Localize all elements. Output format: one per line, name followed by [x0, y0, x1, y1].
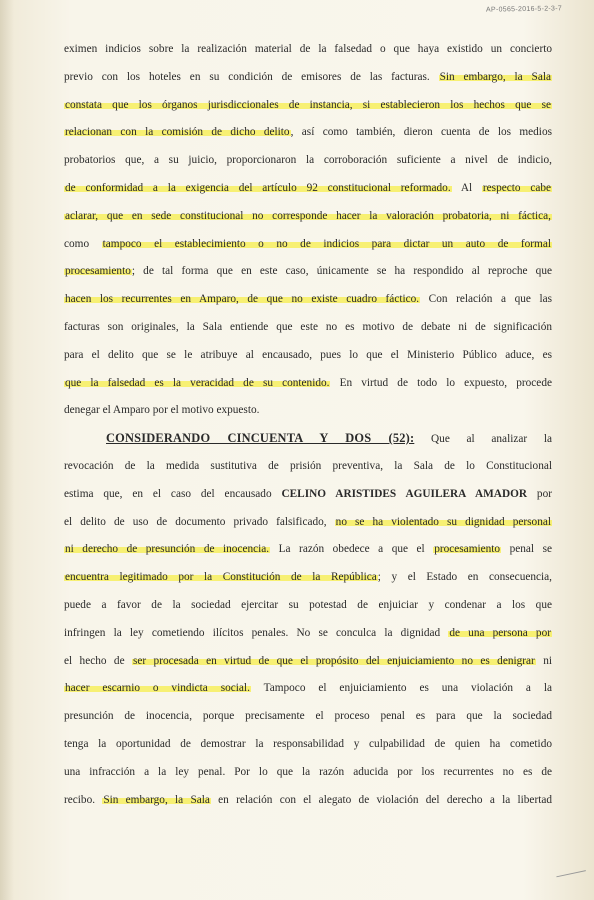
corner-stamp-mark — [556, 870, 589, 895]
text-line: el hecho de ser procesada en virtud de que el propósito del enjuiciamiento no es denigrar ni — [64, 654, 552, 667]
text-line: el delito de uso de documento privado falsificado, no se ha violentado su dignidad personal — [64, 515, 551, 528]
text-line: denegar el Amparo por el motivo expuesto. — [64, 404, 260, 417]
text-line: probatorios que, a su juicio, proporcionaron la corroboración suficiente a nivel de indicio, — [64, 154, 552, 167]
text-line: tenga la oportunidad de demostrar la responsabilidad y culpabilidad de quien ha cometido — [64, 737, 552, 750]
text-line: hacer escarnio o vindicta social. Tampoco el enjuiciamiento es una violación a la — [65, 682, 552, 695]
text-line: encuentra legitimado por la Constitución de la República; y el Estado en consecuencia, — [65, 571, 552, 584]
text-line: de conformidad a la exigencia del artículo 92 constitucional reformado. Al respecto cabe — [65, 181, 552, 194]
accused-name: CELINO ARISTIDES AGUILERA AMADOR — [281, 487, 528, 500]
heading-continuation: Que al analizar la — [414, 433, 552, 446]
page-edge-shadow — [0, 0, 14, 900]
considerando-heading: CONSIDERANDO CINCUENTA Y DOS (52): — [106, 431, 415, 446]
text-line: ni derecho de presunción de inocencia. La razón obedece a que el procesamiento penal se — [65, 543, 552, 556]
text-line: aclarar, que en sede constitucional no corresponde hacer la valoración probatoria, ni fáctica, — [65, 209, 551, 222]
text-line: eximen indicios sobre la realización material de la falsedad o que haya existido un concierto — [64, 43, 552, 55]
text-line: una infracción a la ley penal. Por lo que la razón aducida por los recurrentes no es de — [64, 765, 552, 778]
text-line: como tampoco el establecimiento o no de indicios para dictar un auto de formal — [64, 237, 551, 250]
text-line: infringen la ley cometiendo ilícitos penales. No se conculca la dignidad de una persona por — [64, 626, 551, 639]
text-line: previo con los hoteles en su condición de emisores de las facturas. Sin embargo, la Sala — [64, 70, 552, 83]
text-line: procesamiento; de tal forma que en este caso, únicamente se ha respondido al reproche que — [65, 265, 552, 278]
text-line-with-name — [64, 481, 552, 509]
text-line: presunción de inocencia, porque precisamente el proceso penal es para que la sociedad — [64, 710, 552, 723]
text-line: hacen los recurrentes en Amparo, de que no existe cuadro fáctico. Con relación a que las — [65, 293, 552, 306]
text-fragment: estima que, en el caso del encausado — [64, 487, 282, 500]
considerando-heading-line — [64, 425, 552, 453]
text-line: facturas son originales, la Sala entiende que este no es motivo de debate ni de significación — [64, 320, 552, 333]
document-reference: AP-0565-2016-5-2-3-7 — [485, 5, 563, 14]
text-line: revocación de la medida sustitutiva de prisión preventiva, la Sala de lo Constitucional — [64, 459, 552, 472]
text-line: puede a favor de la sociedad ejercitar su potestad de enjuiciar y condenar a los que — [64, 598, 552, 611]
text-line: que la falsedad es la veracidad de su contenido. En virtud de todo lo expuesto, procede — [65, 376, 552, 389]
text-line: relacionan con la comisión de dicho delito, así como también, dieron cuenta de los medios — [65, 126, 552, 139]
text-line: recibo. Sin embargo, la Sala en relación con el alegato de violación del derecho a la libertad — [64, 793, 552, 806]
document-body — [64, 36, 552, 814]
text-line: para el delito que se le atribuye al encausado, pues lo que el Ministerio Público aduce, es — [64, 348, 552, 361]
text-line: constata que los órganos jurisdiccionales de instancia, si establecieron los hechos que se — [65, 98, 551, 111]
text-fragment: por — [527, 487, 552, 500]
